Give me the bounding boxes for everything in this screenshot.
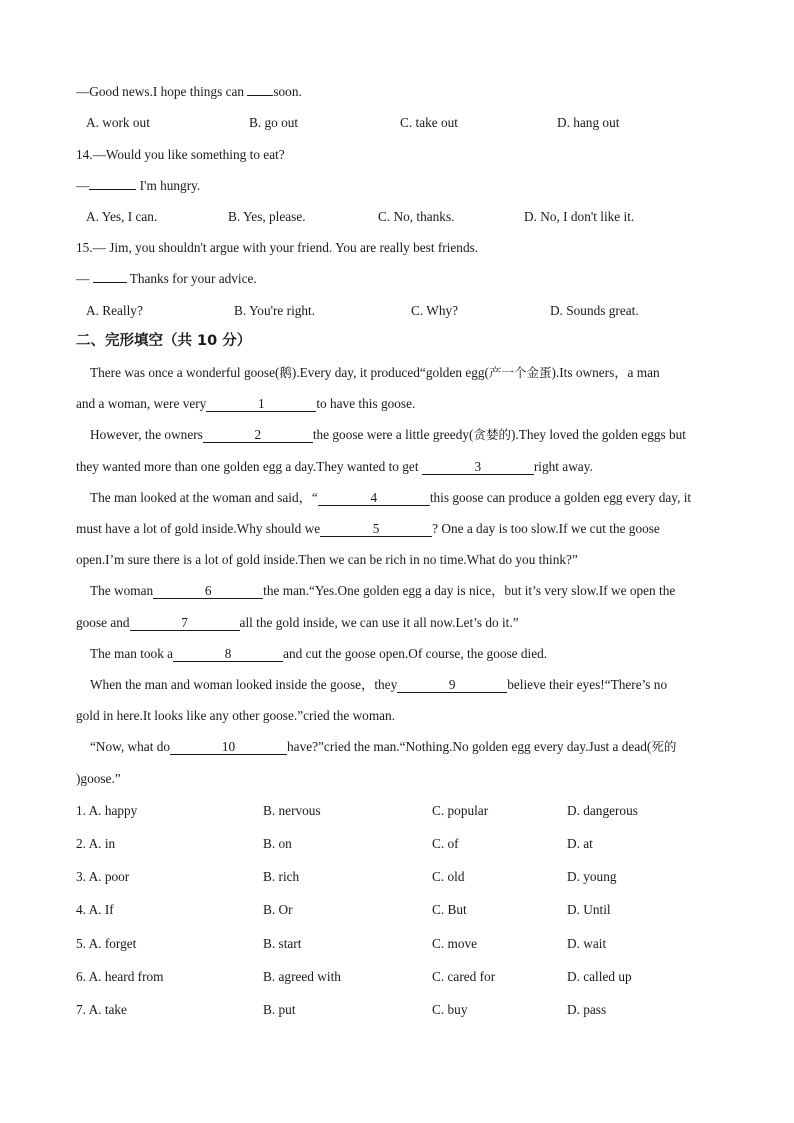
choice-6-d[interactable]: D. called up: [567, 969, 632, 984]
choice-1-a[interactable]: 1. A. happy: [76, 803, 138, 818]
passage-text: ).Its owners，a man: [551, 365, 660, 380]
q14-blank[interactable]: [89, 189, 136, 190]
q15-blank[interactable]: [93, 282, 127, 283]
q15-option-b[interactable]: B. You're right.: [234, 303, 316, 318]
choice-5-b[interactable]: B. start: [263, 936, 302, 951]
choice-3-d[interactable]: D. young: [567, 869, 617, 884]
passage-text: the goose were a little greedy(: [312, 427, 474, 442]
passage-line-2: [76, 396, 415, 412]
cloze-blank-6[interactable]: 6: [153, 584, 263, 599]
passage-text: goose and: [76, 615, 130, 630]
q14-answer-line: [76, 178, 200, 194]
passage-text: ? One a day is too slow.If we cut the goose: [432, 521, 660, 536]
q15-answer-suffix: Thanks for your advice.: [126, 271, 257, 286]
cloze-blank-10[interactable]: 10: [170, 740, 287, 755]
q13-blank[interactable]: [247, 95, 273, 96]
q13-option-c[interactable]: C. take out: [400, 115, 458, 130]
passage-text: believe their eyes!“There’s no: [507, 677, 668, 692]
passage-chinese-gloss: 鹅: [279, 365, 292, 380]
choice-1-c[interactable]: C. popular: [432, 803, 489, 818]
passage-chinese-gloss: 贪婪的: [473, 427, 511, 442]
cloze-blank-9[interactable]: 9: [397, 678, 507, 693]
passage-text: this goose can produce a golden egg every day, it: [429, 490, 692, 505]
passage-text: The woman: [90, 583, 154, 598]
cloze-blank-5[interactable]: 5: [320, 522, 432, 537]
passage-line-9: [76, 615, 519, 631]
q14-answer-prefix: —: [76, 178, 90, 193]
choice-4-b[interactable]: B. Or: [263, 902, 293, 917]
cloze-blank-3[interactable]: 3: [422, 460, 534, 475]
choice-7-d[interactable]: D. pass: [567, 1002, 607, 1017]
cloze-blank-4[interactable]: 4: [318, 491, 430, 506]
q14-answer-suffix: I'm hungry.: [136, 178, 201, 193]
passage-text: right away.: [533, 459, 593, 474]
choice-5-a[interactable]: 5. A. forget: [76, 936, 137, 951]
q13-answer-suffix: soon.: [273, 84, 302, 99]
passage-line-11: [90, 677, 667, 693]
choice-2-b[interactable]: B. on: [263, 836, 292, 851]
passage-text: to have this goose.: [316, 396, 416, 411]
choice-6-b[interactable]: B. agreed with: [263, 969, 341, 984]
choice-2-a[interactable]: 2. A. in: [76, 836, 116, 851]
passage-text: The man took a: [90, 646, 174, 661]
choice-3-a[interactable]: 3. A. poor: [76, 869, 130, 884]
q14-option-a[interactable]: A. Yes, I can.: [86, 209, 158, 224]
passage-text: and cut the goose open.Of course, the goose died.: [283, 646, 548, 661]
passage-chinese-gloss: 死的: [651, 739, 677, 754]
choice-4-a[interactable]: 4. A. If: [76, 902, 114, 917]
choice-4-d[interactable]: D. Until: [567, 902, 611, 917]
choice-2-d[interactable]: D. at: [567, 836, 593, 851]
choice-4-c[interactable]: C. But: [432, 902, 467, 917]
cloze-blank-7[interactable]: 7: [130, 616, 240, 631]
q15-question: 15.— Jim, you shouldn't argue with your friend. You are really best friends.: [76, 240, 479, 255]
passage-text: they wanted more than one golden egg a day.They wanted to get: [76, 459, 422, 474]
passage-line-7: open.I’m sure there is a lot of gold inside.Then we can be rich in no time.What do you think?”: [76, 552, 578, 567]
choice-1-d[interactable]: D. dangerous: [567, 803, 638, 818]
q14-question: 14.—Would you like something to eat?: [76, 147, 285, 162]
choice-5-d[interactable]: D. wait: [567, 936, 607, 951]
passage-line-5: [90, 490, 691, 506]
passage-text: the man.“Yes.One golden egg a day is nice，but it’s very slow.If we open the: [263, 583, 676, 598]
passage-line-6: [76, 521, 660, 537]
q14-option-b[interactable]: B. Yes, please.: [228, 209, 306, 224]
q15-answer-prefix: —: [76, 271, 93, 286]
passage-line-3: [90, 427, 686, 443]
choice-7-a[interactable]: 7. A. take: [76, 1002, 127, 1017]
passage-text: and a woman, were very: [76, 396, 207, 411]
choice-7-b[interactable]: B. put: [263, 1002, 296, 1017]
q13-option-b[interactable]: B. go out: [249, 115, 299, 130]
q14-option-d[interactable]: D. No, I don't like it.: [524, 209, 635, 224]
q15-answer-line: [76, 271, 257, 287]
q13-answer-line: [76, 84, 302, 100]
choice-3-b[interactable]: B. rich: [263, 869, 300, 884]
q13-option-d[interactable]: D. hang out: [557, 115, 620, 130]
choice-7-c[interactable]: C. buy: [432, 1002, 468, 1017]
passage-line-10: [90, 646, 547, 662]
passage-text: “Now, what do: [90, 739, 171, 754]
choice-2-c[interactable]: C. of: [432, 836, 459, 851]
passage-line-14: )goose.”: [76, 771, 121, 786]
q15-option-c[interactable]: C. Why?: [411, 303, 459, 318]
q14-option-c[interactable]: C. No, thanks.: [378, 209, 455, 224]
passage-line-8: [90, 583, 675, 599]
passage-line-12: gold in here.It looks like any other goose.”cried the woman.: [76, 708, 396, 723]
choice-5-c[interactable]: C. move: [432, 936, 478, 951]
q15-option-a[interactable]: A. Really?: [86, 303, 143, 318]
choice-1-b[interactable]: B. nervous: [263, 803, 321, 818]
passage-line-4: [76, 459, 593, 475]
passage-text: However, the owners: [90, 427, 203, 442]
passage-line-1: [90, 365, 660, 381]
choice-3-c[interactable]: C. old: [432, 869, 465, 884]
passage-text: have?”cried the man.“Nothing.No golden egg every day.Just a dead(: [287, 739, 652, 754]
passage-text: ).Every day, it produced“golden egg(: [291, 365, 489, 380]
cloze-blank-8[interactable]: 8: [173, 647, 283, 662]
q13-answer-prefix: —Good news.I hope things can: [76, 84, 248, 99]
choice-6-c[interactable]: C. cared for: [432, 969, 496, 984]
section-title: 二、完形填空（共 10 分）: [76, 333, 252, 349]
cloze-blank-1[interactable]: 1: [206, 397, 316, 412]
q13-option-a[interactable]: A. work out: [86, 115, 150, 130]
passage-text: There was once a wonderful goose(: [90, 365, 280, 380]
cloze-blank-2[interactable]: 2: [203, 428, 313, 443]
passage-text: all the gold inside, we can use it all now.Let’s do it.”: [239, 615, 519, 630]
passage-text: The man looked at the woman and said，“: [90, 490, 318, 505]
passage-text: ).They loved the golden eggs but: [510, 427, 686, 442]
passage-line-13: [90, 739, 676, 755]
passage-text: When the man and woman looked inside the goose，they: [90, 677, 398, 692]
passage-chinese-gloss: 产一个金蛋: [488, 365, 552, 380]
choice-6-a[interactable]: 6. A. heard from: [76, 969, 164, 984]
passage-text: must have a lot of gold inside.Why should we: [76, 521, 321, 536]
q15-option-d[interactable]: D. Sounds great.: [550, 303, 639, 318]
